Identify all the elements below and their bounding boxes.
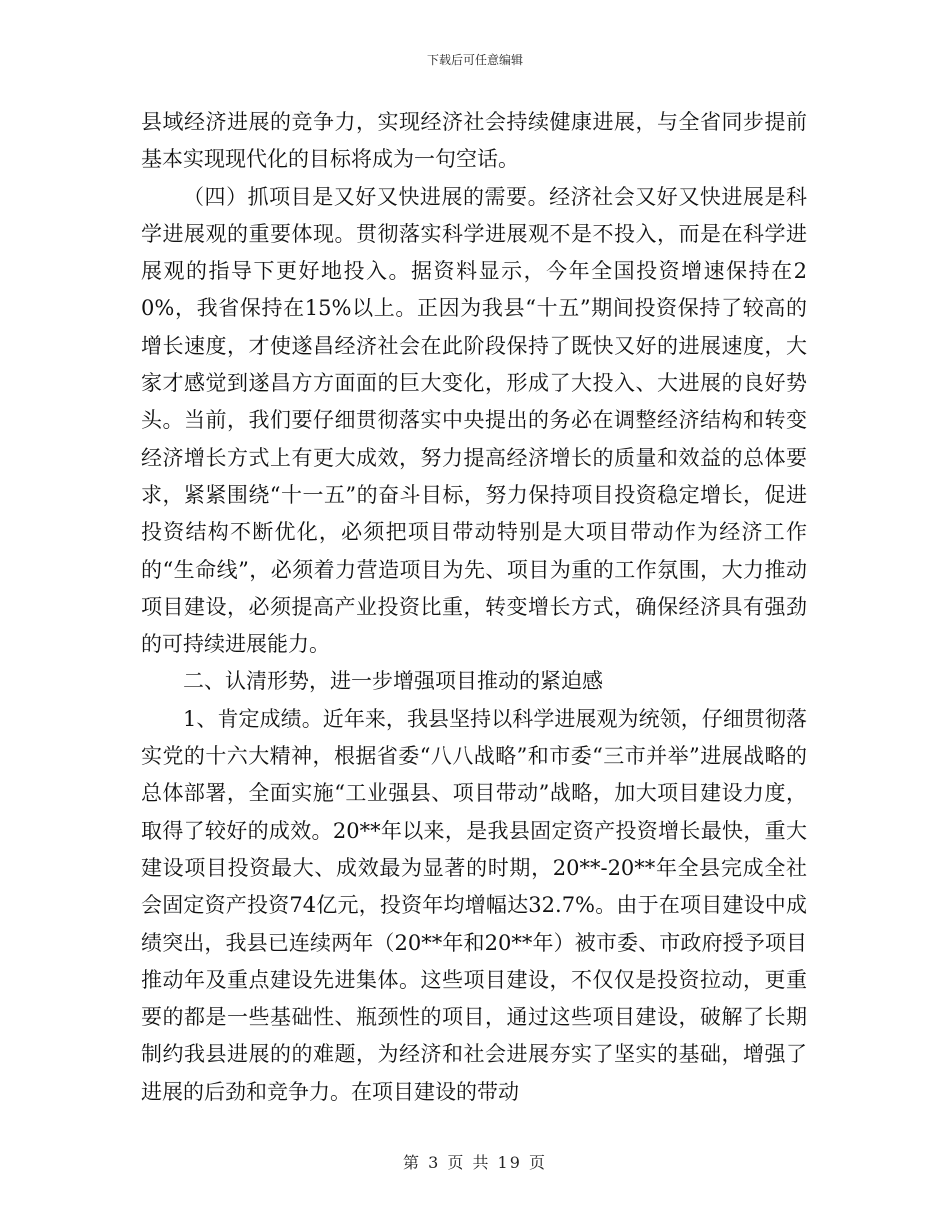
paragraph-2: （四）抓项目是又好又快进展的需要。经济社会又好又快进展是科学进展观的重要体现。贯彻落实科学进展观不是不投入，而是在科学进展观的指导下更好地投入。据资料显示，今年全国投资增速保持在20%，我省保持在15%以上。正因为我县“十五”期间投资保持了较高的增长速度，才使遂昌经济社会在此阶段保持了既快又好的进展速度，大家才感觉到遂昌方方面面的巨大变化，形成了大投入、大进展的良好势头。当前，我们要仔细贯彻落实中央提出的务必在调整经济结构和转变经济增长方式上有更大成效，努力提高经济增长的质量和效益的总体要求，紧紧围绕“十一五”的奋斗目标，努力保持项目投资稳定增长，促进投资结构不断优化，必须把项目带动特别是大项目带动作为经济工作的“生命线”，必须着力营造项目为先、项目为重的工作氛围，大力推动项目建设，必须提高产业投资比重，转变增长方式，确保经济具有强劲的可持续进展能力。 [141,184,807,657]
page-number-footer: 第 3 页 共 19 页 [403,1153,547,1172]
section-heading: 二、认清形势，进一步增强项目推动的紧迫感 [183,669,603,694]
document-body [141,104,807,1111]
paragraph-1: 县域经济进展的竞争力，实现经济社会持续健康进展，与全省同步提前基本实现现代化的目标将成为一句空话。 [141,110,807,172]
paragraph-3: 1、肯定成绩。近年来，我县坚持以科学进展观为统领，仔细贯彻落实党的十六大精神，根据省委“八八战略”和市委“三市并举”进展战略的总体部署，全面实施“工业强县、项目带动”战略，加大项目建设力度，取得了较好的成效。20**年以来，是我县固定资产投资增长最快，重大建设项目投资最大、成效最为显著的时期，20**-20**年全县完成全社会固定资产投资74亿元，投资年均增幅达32.7%。由于在项目建设中成绩突出，我县已连续两年（20**年和20**年）被市委、市政府授予项目推动年及重点建设先进集体。这些项目建设，不仅仅是投资拉动，更重要的都是一些基础性、瓶颈性的项目，通过这些项目建设，破解了长期制约我县进展的的难题，为经济和社会进展夯实了坚实的基础，增强了进展的后劲和竞争力。在项目建设的带动 [141,706,807,1104]
page-header: 下载后可任意编辑 [426,53,523,67]
